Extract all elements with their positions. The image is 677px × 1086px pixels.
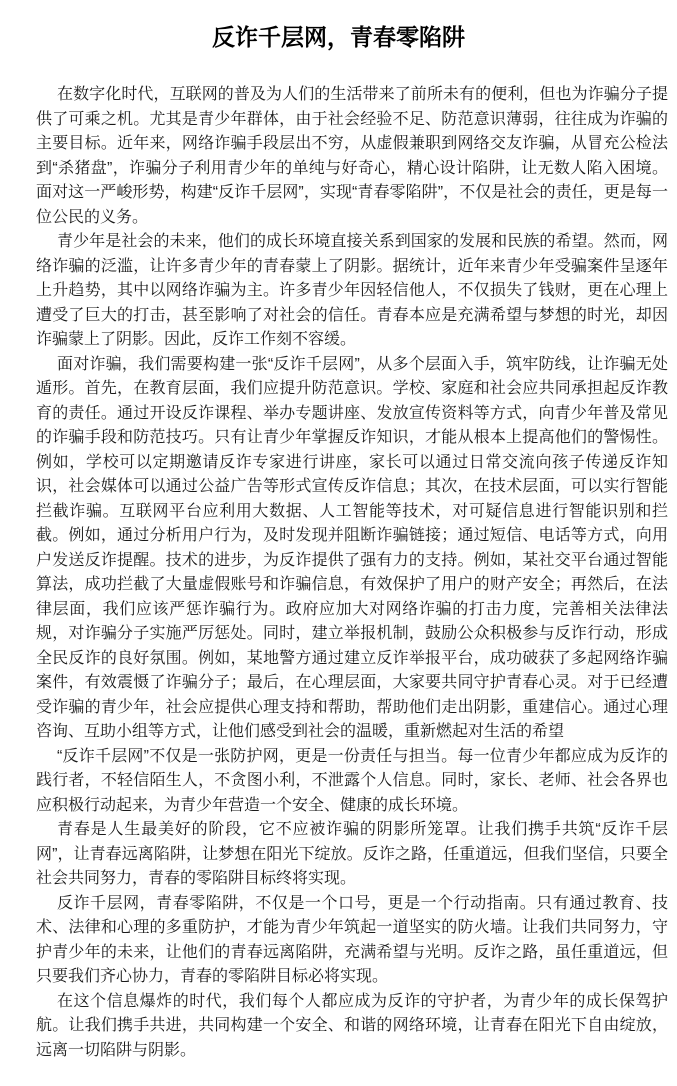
paragraph: 青春是人生最美好的阶段，它不应被诈骗的阴影所笼罩。让我们携手共筑“反诈千层网”，让青春远离陷阱，让梦想在阳光下绽放。反诈之路，任重道远，但我们坚信，只要全社会共同努力，青春的零陷阱目标终将实现。	[36, 821, 668, 887]
paragraph: 在数字化时代，互联网的普及为人们的生活带来了前所未有的便利，但也为诈骗分子提供了可乘之机。尤其是青少年群体，由于社会经验不足、防范意识薄弱，往往成为诈骗的主要目标。近年来，网络诈骗手段层出不穷，从虚假兼职到网络交友诈骗，从冒充公检法到“杀猪盘”，诈骗分子利用青少年的单纯与好奇心，精心设计陷阱，让无数人陷入困境。面对这一严峻形势，构建“反诈千层网”，实现“青春零陷阱”，不仅是社会的责任，更是每一位公民的义务。	[36, 86, 668, 226]
paragraph: 青少年是社会的未来，他们的成长环境直接关系到国家的发展和民族的希望。然而，网络诈骗的泛滥，让许多青少年的青春蒙上了阴影。据统计，近年来青少年受骗案件呈逐年上升趋势，其中以网络诈骗为主。许多青少年因轻信他人，不仅损失了钱财，更在心理上遭受了巨大的打击，甚至影响了对社会的信任。青春本应是充满希望与梦想的时光，却因诈骗蒙上了阴影。因此，反诈工作刻不容缓。	[36, 233, 668, 348]
paragraph: 在这个信息爆炸的时代，我们每个人都应成为反诈的守护者，为青少年的成长保驾护航。让我们携手共进，共同构建一个安全、和谐的网络环境，让青春在阳光下自由绽放，远离一切陷阱与阴影。	[36, 992, 668, 1059]
document-title: 反诈千层网，青春零陷阱	[212, 24, 465, 50]
document-body	[36, 83, 668, 1063]
paragraph: 面对诈骗，我们需要构建一张“反诈千层网”，从多个层面入手，筑牢防线，让诈骗无处遁形。首先，在教育层面，我们应提升防范意识。学校、家庭和社会应共同承担起反诈教育的责任。通过开设反诈课程、举办专题讲座、发放宣传资料等方式，向青少年普及常见的诈骗手段和防范技巧。只有让青少年掌握反诈知识，才能从根本上提高他们的警惕性。例如，学校可以定期邀请反诈专家进行讲座，家长可以通过日常交流向孩子传递反诈知识，社会媒体可以通过公益广告等形式宣传反诈信息；其次，在技术层面，可以实行智能拦截诈骗。互联网平台应利用大数据、人工智能等技术，对可疑信息进行智能识别和拦截。例如，通过分析用户行为，及时发现并阻断诈骗链接；通过短信、电话等方式，向用户发送反诈提醒。技术的进步，为反诈提供了强有力的支持。例如，某社交平台通过智能算法，成功拦截了大量虚假账号和诈骗信息，有效保护了用户的财产安全；再然后，在法律层面，我们应该严惩诈骗行为。政府应加大对网络诈骗的打击力度，完善相关法律法规，对诈骗分子实施严厉惩处。同时，建立举报机制，鼓励公众积极参与反诈行动，形成全民反诈的良好氛围。例如，某地警方通过建立反诈举报平台，成功破获了多起网络诈骗案件，有效震慑了诈骗分子；最后，在心理层面，大家要共同守护青春心灵。对于已经遭受诈骗的青少年，社会应提供心理支持和帮助，帮助他们走出阴影，重建信心。通过心理咨询、互助小组等方式，让他们感受到社会的温暖，重新燃起对生活的希望	[36, 355, 668, 740]
paragraph: 反诈千层网，青春零陷阱，不仅是一个口号，更是一个行动指南。只有通过教育、技术、法律和心理的多重防护，才能为青少年筑起一道坚实的防火墙。让我们共同努力，守护青少年的未来，让他们的青春远离陷阱，充满希望与光明。反诈之路，虽任重道远，但只要我们齐心协力，青春的零陷阱目标必将实现。	[36, 894, 668, 985]
paragraph: “反诈千层网”不仅是一张防护网，更是一份责任与担当。每一位青少年都应成为反诈的践行者，不轻信陌生人，不贪图小利，不泄露个人信息。同时，家长、老师、社会各界也应积极行动起来，为青少年营造一个安全、健康的成长环境。	[36, 747, 668, 814]
